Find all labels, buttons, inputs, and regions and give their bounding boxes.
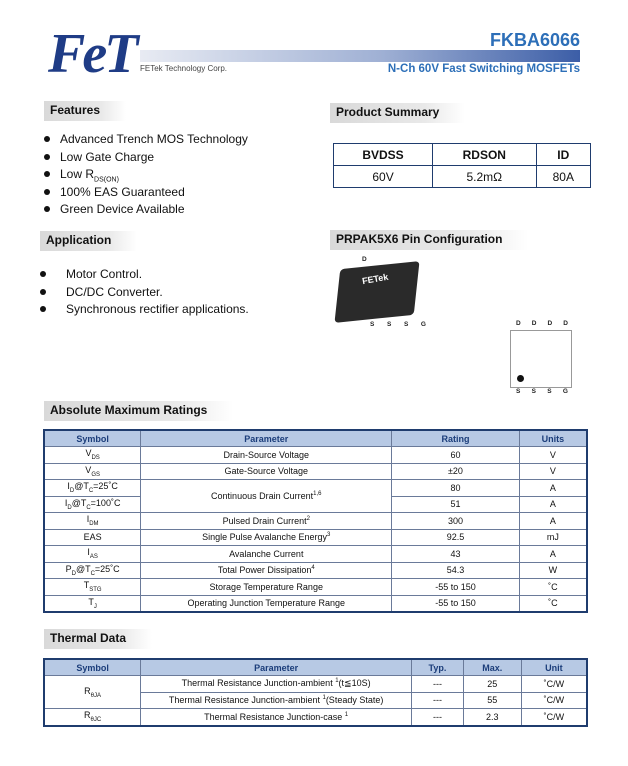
pin-label: D (547, 320, 553, 327)
rating-cell: 80 (392, 480, 519, 497)
pin-label: G (562, 388, 568, 395)
table-row (44, 579, 587, 596)
summary-header: RDSON (433, 144, 537, 166)
summary-value: 5.2mΩ (433, 166, 537, 188)
rating-cell: 92.5 (392, 529, 519, 546)
product-summary-heading: Product Summary (330, 103, 465, 123)
parameter-cell: Operating Junction Temperature Range (141, 595, 392, 612)
table-row (44, 676, 587, 693)
features-heading: Features (44, 101, 126, 121)
application-item: Synchronous rectifier applications. (40, 301, 249, 319)
unit-cell: A (519, 480, 587, 497)
rating-cell: 60 (392, 447, 519, 464)
pin-label: S (403, 321, 409, 328)
table-row (44, 595, 587, 612)
rating-cell: -55 to 150 (392, 579, 519, 596)
product-summary-table (333, 143, 591, 188)
unit-cell: A (519, 496, 587, 513)
pin-label: D (563, 320, 568, 327)
table-row (44, 529, 587, 546)
pin-label: S (370, 321, 375, 328)
company-name: FETek Technology Corp. (140, 64, 228, 73)
application-item: DC/DC Converter. (40, 284, 249, 302)
table-header: Symbol (44, 659, 141, 676)
summary-value: 60V (334, 166, 433, 188)
table-row (44, 513, 587, 530)
parameter-cell: Thermal Resistance Junction-ambient $^1$(t≦10S) (141, 676, 412, 693)
typ-cell: --- (412, 676, 464, 693)
parameter-cell: Storage Temperature Range (141, 579, 392, 596)
symbol-cell: $I_D@T_C=25˚C$ (44, 480, 141, 497)
topview-top-pins (516, 320, 568, 327)
parameter-cell: Avalanche Current (141, 546, 392, 563)
header-bar (140, 50, 580, 62)
feature-item: Low Gate Charge (44, 149, 248, 167)
table-row (44, 480, 587, 497)
application-heading: Application (40, 231, 137, 251)
pin-label: D (362, 256, 367, 263)
table-header: Symbol (44, 430, 141, 447)
max-cell: 25 (463, 676, 521, 693)
max-cell: 2.3 (463, 709, 521, 726)
rating-cell: ±20 (392, 463, 519, 480)
unit-cell: A (519, 546, 587, 563)
table-header: Parameter (141, 659, 412, 676)
rating-cell: 43 (392, 546, 519, 563)
table-header: Max. (463, 659, 521, 676)
table-row (44, 562, 587, 579)
package-chip-image (334, 261, 419, 323)
package-top-view (510, 330, 572, 388)
abs-max-heading: Absolute Maximum Ratings (44, 401, 233, 421)
table-header: Parameter (141, 430, 392, 447)
table-row (44, 447, 587, 464)
package-pins (370, 321, 426, 328)
rating-cell: 51 (392, 496, 519, 513)
thermal-heading: Thermal Data (44, 629, 152, 649)
unit-cell: W (519, 562, 587, 579)
chip-marking: FETek (361, 271, 390, 287)
feature-item: 100% EAS Guaranteed (44, 184, 248, 202)
application-item: Motor Control. (40, 266, 249, 284)
parameter-cell: Total Power Dissipation$^4$ (141, 562, 392, 579)
symbol-cell: $I_{AS}$ (44, 546, 141, 563)
unit-cell: V (519, 463, 587, 480)
parameter-cell: Gate-Source Voltage (141, 463, 392, 480)
symbol-cell: $T_{STG}$ (44, 579, 141, 596)
pin-label: S (386, 321, 392, 328)
parameter-cell: Single Pulse Avalanche Energy$^3$ (141, 529, 392, 546)
pin-label: D (516, 320, 521, 327)
symbol-cell: $P_D@T_C=25˚C$ (44, 562, 141, 579)
table-header: Unit (521, 659, 587, 676)
topview-bottom-pins (516, 388, 568, 395)
table-row (44, 709, 587, 726)
device-subtitle: N-Ch 60V Fast Switching MOSFETs (387, 63, 580, 75)
feature-item: Advanced Trench MOS Technology (44, 131, 248, 149)
pin-label: S (547, 388, 552, 395)
rating-cell: -55 to 150 (392, 595, 519, 612)
pin1-marker (517, 375, 524, 382)
symbol-cell: $V_{DS}$ (44, 447, 141, 464)
typ-cell: --- (412, 692, 464, 709)
pin-config-heading: PRPAK5X6 Pin Configuration (330, 230, 528, 250)
symbol-cell: $I_{DM}$ (44, 513, 141, 530)
feature-item: Green Device Available (44, 201, 248, 219)
parameter-cell: Continuous Drain Current$^{1,6}$ (141, 480, 392, 513)
unit-cell: A (519, 513, 587, 530)
summary-header: BVDSS (334, 144, 433, 166)
rating-cell: 54.3 (392, 562, 519, 579)
features-list (44, 131, 248, 219)
parameter-cell: Pulsed Drain Current$^2$ (141, 513, 392, 530)
symbol-cell: $R_{\theta JA}$ (44, 676, 141, 709)
table-row (44, 463, 587, 480)
part-number: FKBA6066 (489, 30, 580, 50)
pin-label: D (531, 320, 537, 327)
pin-label: S (516, 388, 521, 395)
unit-cell: ˚C/W (521, 676, 587, 693)
symbol-cell: EAS (44, 529, 141, 546)
unit-cell: V (519, 447, 587, 464)
unit-cell: ˚C (519, 579, 587, 596)
unit-cell: mJ (519, 529, 587, 546)
symbol-cell: $T_J$ (44, 595, 141, 612)
unit-cell: ˚C (519, 595, 587, 612)
summary-value: 80A (536, 166, 590, 188)
parameter-cell: Drain-Source Voltage (141, 447, 392, 464)
abs-max-table (43, 429, 588, 613)
unit-cell: ˚C/W (521, 709, 587, 726)
symbol-cell: $R_{\theta JC}$ (44, 709, 141, 726)
pin-label: G (420, 321, 426, 328)
feature-item: Low $R_{DS(ON)}$ (44, 166, 248, 184)
application-list (40, 266, 249, 319)
parameter-cell: Thermal Resistance Junction-ambient $^1$(Steady State) (141, 692, 412, 709)
table-header: Typ. (412, 659, 464, 676)
max-cell: 55 (463, 692, 521, 709)
company-logo: FeT (48, 23, 136, 85)
table-header: Rating (392, 430, 519, 447)
unit-cell: ˚C/W (521, 692, 587, 709)
parameter-cell: Thermal Resistance Junction-case $^1$ (141, 709, 412, 726)
symbol-cell: $I_D@T_C=100˚C$ (44, 496, 141, 513)
thermal-table (43, 658, 588, 727)
summary-header: ID (536, 144, 590, 166)
symbol-cell: $V_{GS}$ (44, 463, 141, 480)
rating-cell: 300 (392, 513, 519, 530)
typ-cell: --- (412, 709, 464, 726)
pin-label: S (531, 388, 536, 395)
table-header: Units (519, 430, 587, 447)
table-row (44, 546, 587, 563)
